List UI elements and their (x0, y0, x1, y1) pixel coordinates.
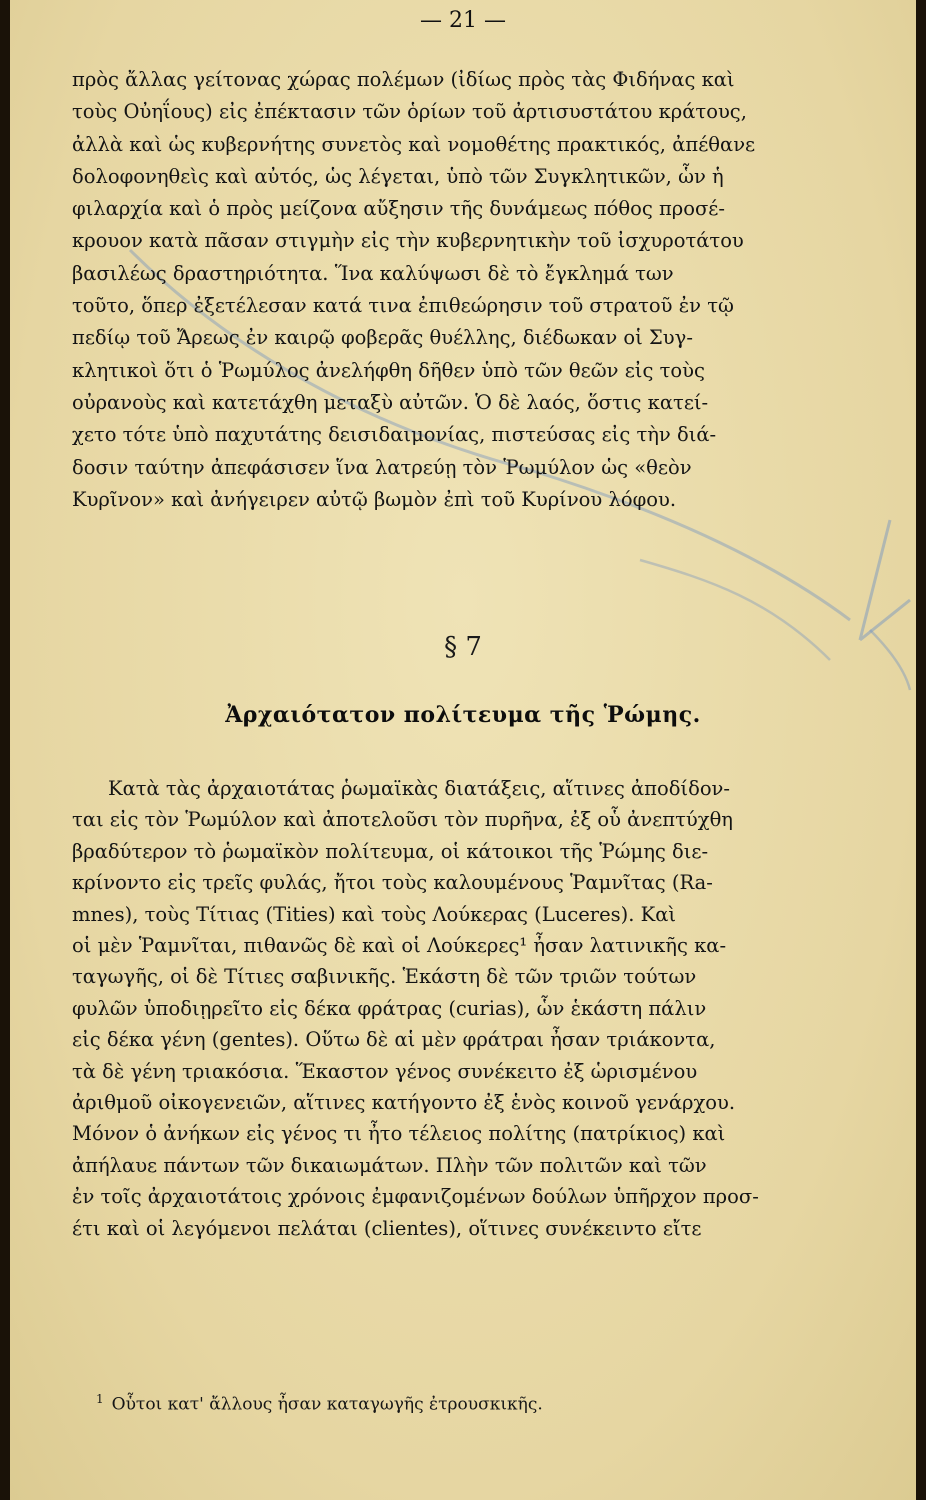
text-line: τὰ δὲ γένη τριακόσια. Ἕκαστον γένος συνέκειτο ἐξ ὡρισμένου (72, 1059, 698, 1083)
text-line: οὐρανοὺς καὶ κατετάχθη μεταξὺ αὐτῶν. Ὁ δὲ λαός, ὅστις κατεί- (72, 390, 709, 414)
text-line: Κυρῖνον» καὶ ἀνήγειρεν αὐτῷ βωμὸν ἐπὶ τοῦ Κυρίνου λόφου. (72, 487, 677, 511)
paragraph-2 (72, 773, 882, 1244)
footnote-marker: 1 (96, 1392, 104, 1406)
section-number: § 7 (444, 632, 482, 662)
text-line: κλητικοὶ ὅτι ὁ Ῥωμύλος ἀνελήφθη δῆθεν ὑπὸ τῶν θεῶν εἰς τοὺς (72, 358, 705, 382)
footnote (96, 1392, 876, 1415)
footnote-text: Οὗτοι κατ' ἄλλους ἦσαν καταγωγῆς ἐτρουσκικῆς. (111, 1394, 543, 1415)
paragraph-1 (72, 64, 882, 516)
text-line: κρουον κατὰ πᾶσαν στιγμὴν εἰς τὴν κυβερνητικὴν τοῦ ἰσχυροτάτου (72, 229, 744, 253)
text-line: δοσιν ταύτην ἀπεφάσισεν ἵνα λατρεύῃ τὸν Ῥωμύλον ὡς «θεὸν (72, 455, 692, 479)
book-page (10, 0, 916, 1500)
text-line: οἱ μὲν Ῥαμνῖται, πιθανῶς δὲ καὶ οἱ Λούκερες¹ ἦσαν λατινικῆς κα- (72, 934, 727, 958)
text-line: ἐν τοῖς ἀρχαιοτάτοις χρόνοις ἐμφανιζομένων δούλων ὑπῆρχον προσ- (72, 1185, 759, 1209)
text-line: φυλῶν ὑποδιῃρεῖτο εἰς δέκα φράτρας (curias), ὧν ἑκάστη πάλιν (72, 996, 707, 1020)
text-line: mnes), τοὺς Τίτιας (Tities) καὶ τοὺς Λούκερας (Luceres). Καὶ (72, 902, 677, 926)
text-line: τοῦτο, ὅπερ ἐξετέλεσαν κατά τινα ἐπιθεώρησιν τοῦ στρατοῦ ἐν τῷ (72, 294, 734, 318)
text-line: φιλαρχία καὶ ὁ πρὸς μείζονα αὔξησιν τῆς δυνάμεως πόθος προσέ- (72, 197, 725, 221)
text-line: βασιλέως δραστηριότητα. Ἵνα καλύψωσι δὲ τὸ ἔγκλημά των (72, 261, 674, 285)
text-line: πεδίῳ τοῦ Ἄρεως ἐν καιρῷ φοβερᾶς θυέλλης, διέδωκαν οἱ Συγ- (72, 326, 693, 350)
text-line: κρίνοντο εἰς τρεῖς φυλάς, ἤτοι τοὺς καλουμένους Ῥαμνῖτας (Ra- (72, 871, 713, 895)
text-line: ται εἰς τὸν Ῥωμύλον καὶ ἀποτελοῦσι τὸν πυρῆνα, ἐξ οὗ ἀνεπτύχθη (72, 808, 733, 832)
text-line: δολοφονηθεὶς καὶ αὐτός, ὡς λέγεται, ὑπὸ τῶν Συγκλητικῶν, ὧν ἡ (72, 164, 724, 188)
text-line: έτι καὶ οἱ λεγόμενοι πελάται (clientes), οἵτινες συνέκειντο εἴτε (72, 1216, 702, 1240)
text-line: ἀλλὰ καὶ ὡς κυβερνήτης συνετὸς καὶ νομοθέτης πρακτικός, ἀπέθανε (72, 132, 756, 156)
text-line: ταγωγῆς, οἱ δὲ Τίτιες σαβινικῆς. Ἑκάστη δὲ τῶν τριῶν τούτων (72, 965, 697, 989)
text-line: ἀριθμοῦ οἰκογενειῶν, αἵτινες κατήγοντο ἐξ ἑνὸς κοινοῦ γενάρχου. (72, 1091, 736, 1115)
text-line: χετο τότε ὑπὸ παχυτάτης δεισιδαιμονίας, πιστεύσας εἰς τὴν διά- (72, 423, 717, 447)
text-line: εἰς δέκα γένη (gentes). Οὕτω δὲ αἱ μὲν φράτραι ἦσαν τριάκοντα, (72, 1028, 716, 1052)
section-title: Ἀρχαιότατον πολίτευμα τῆς Ῥώμης. (225, 702, 701, 728)
text-line: βραδύτερον τὸ ῥωμαϊκὸν πολίτευμα, οἱ κάτοικοι τῆς Ῥώμης διε- (72, 839, 709, 863)
text-line: τοὺς Οὐηΐους) εἰς ἐπέκτασιν τῶν ὁρίων τοῦ ἀρτισυστάτου κράτους, (72, 100, 747, 124)
page-number-header: — 21 — (420, 8, 506, 33)
text-line: Μόνον ὁ ἀνήκων εἰς γένος τι ἦτο τέλειος πολίτης (πατρίκιος) καὶ (72, 1122, 726, 1146)
text-line: πρὸς ἄλλας γείτονας χώρας πολέμων (ἰδίως πρὸς τὰς Φιδήνας καὶ (72, 68, 735, 91)
text-line: ἀπήλαυε πάντων τῶν δικαιωμάτων. Πλὴν τῶν πολιτῶν καὶ τῶν (72, 1153, 707, 1177)
text-line: Κατὰ τὰς ἀρχαιοτάτας ῥωμαϊκὰς διατάξεις, αἵτινες ἀποδίδον- (108, 777, 731, 800)
